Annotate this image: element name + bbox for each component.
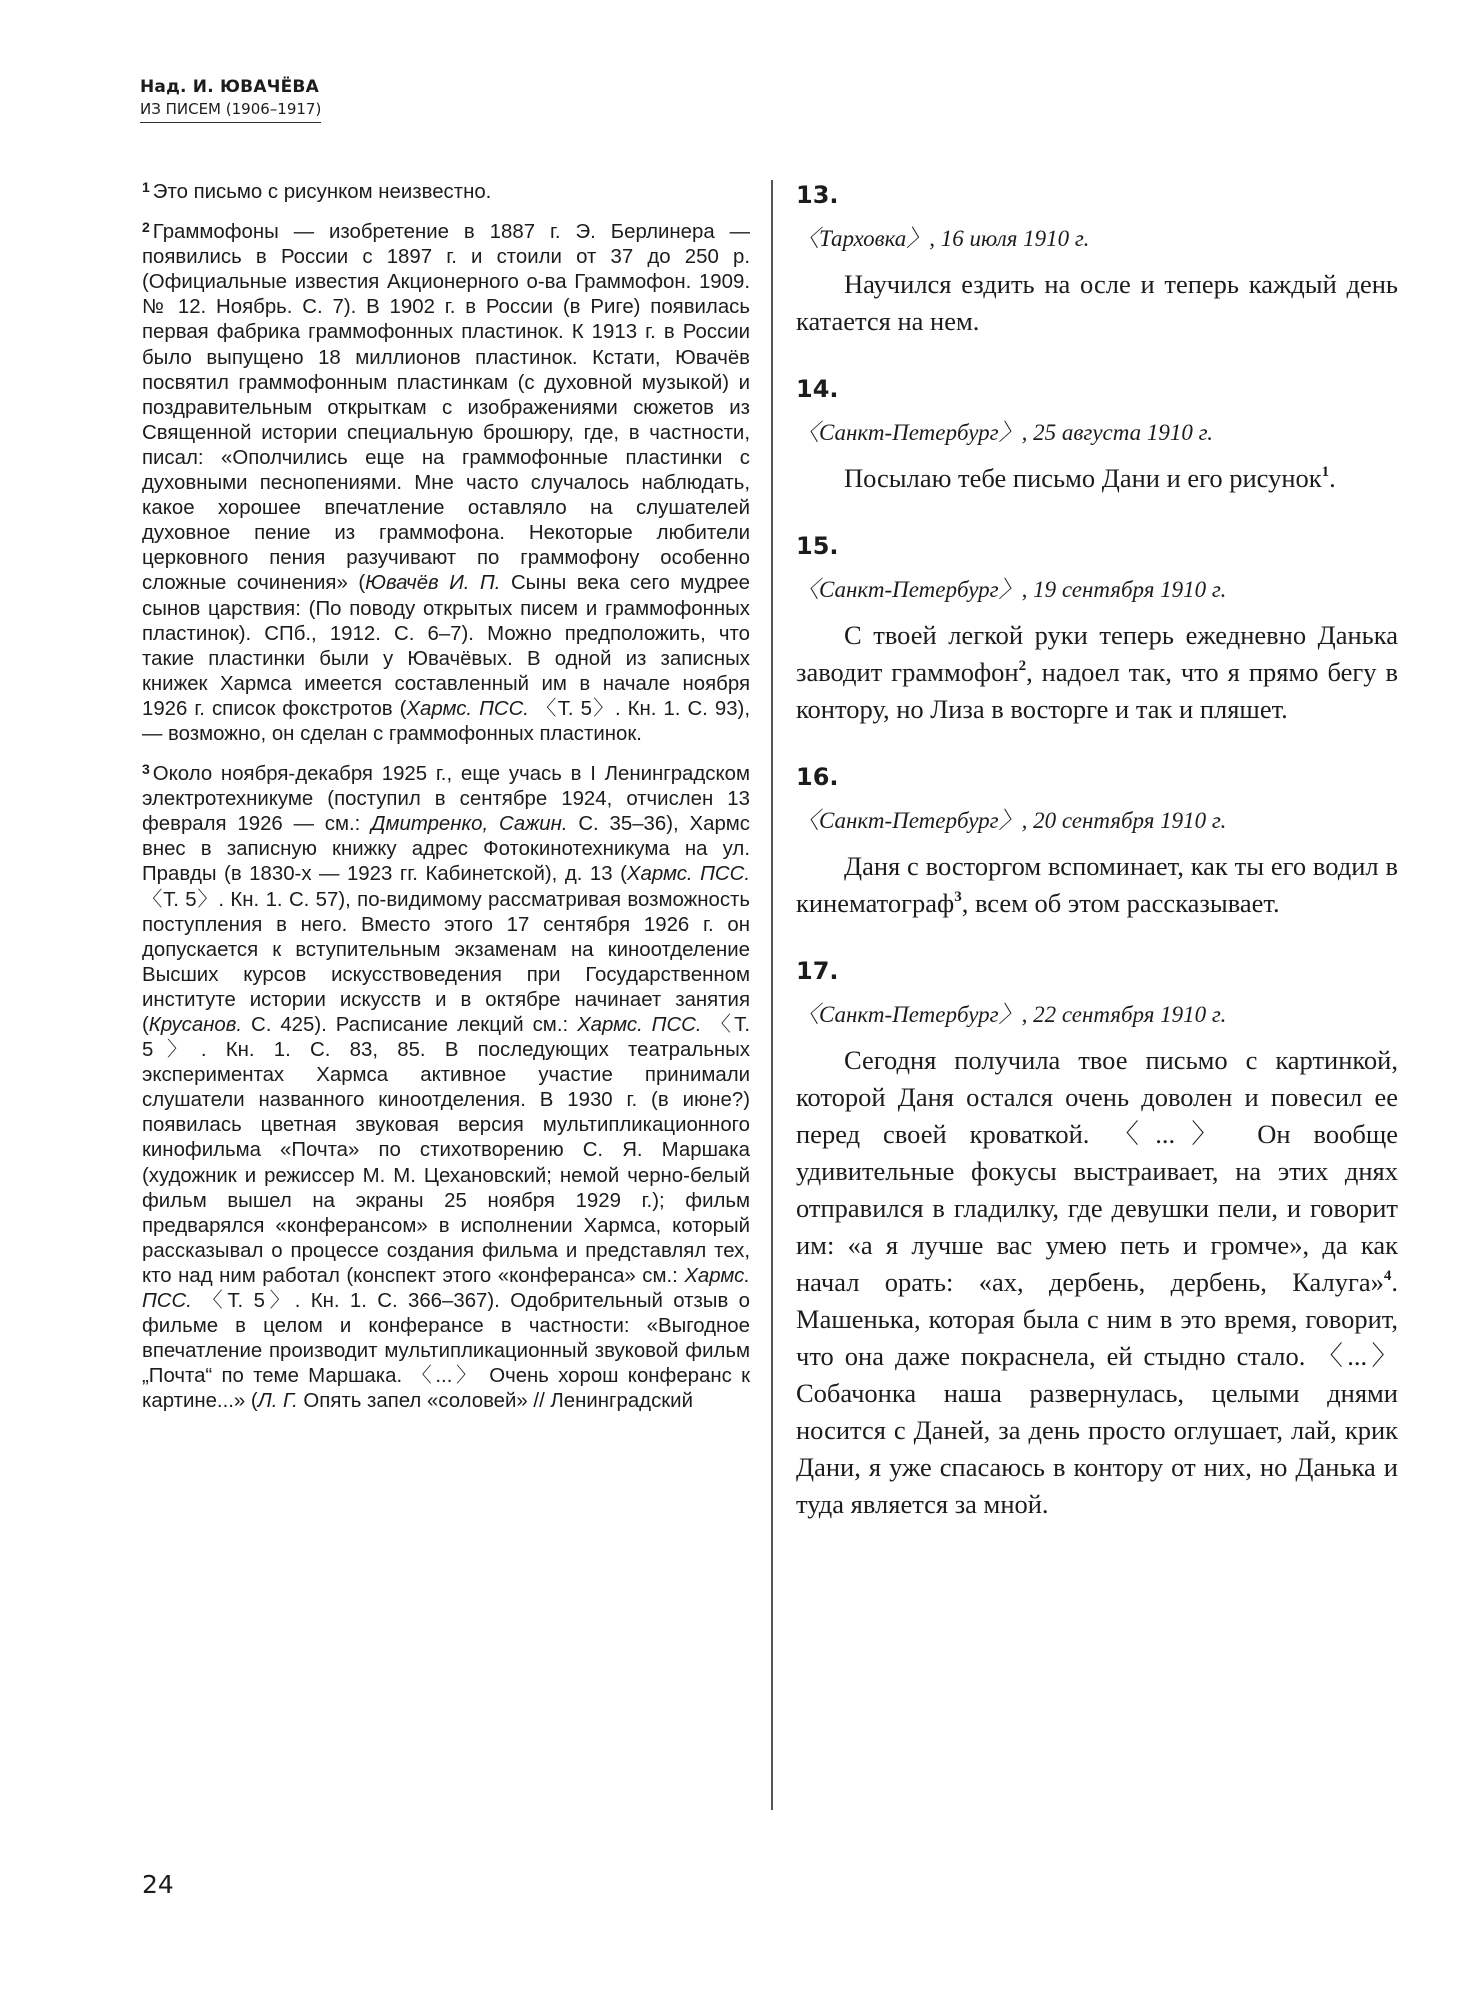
letter-dateline: 〈Тарховка〉, 16 июля 1910 г. bbox=[796, 226, 1090, 251]
footnote-1 bbox=[142, 180, 750, 205]
footnote-number: 2 bbox=[142, 219, 150, 236]
footnote-citation-author: Дмитренко, Сажин. bbox=[371, 813, 568, 836]
letter-text: Даня с восторгом вспоминает, как ты его водил в кинематограф bbox=[796, 851, 1398, 918]
footnote-text: С. 425). Расписание лекций см.: bbox=[242, 1014, 578, 1036]
page-number: 24 bbox=[142, 1870, 174, 1899]
footnote-number: 1 bbox=[142, 179, 150, 195]
footnote-citation-author: Ювачёв И. П. bbox=[365, 572, 501, 595]
letter-body bbox=[796, 848, 1398, 922]
letter-number: 16. bbox=[796, 763, 839, 791]
footnote-citation-author: Хармс. ПСС. bbox=[406, 697, 529, 720]
column-divider bbox=[771, 180, 773, 1810]
footnote-text: 〈Т. 5〉. Кн. 1. С. 83, 85. В последующих театральных экспериментах Хармса активное участие принимали слушатели названного киноотделения. В 1930 г. (в июне?) появилась цветная звуковая версия мультипликационного кинофильма «Почта» по стихотворению С. Я. Маршака (художник и режиссер М. М. Цехановский; немой черно-белый фильм вышел на экраны 25 ноября 1929 г.); фильм предварялся «конферансом» в исполнении Хармса, который рассказывал о процессе создания фильма и представлял тех, кто над ним работал (конспект этого «конферанса» см.: bbox=[142, 1014, 750, 1287]
letter-dateline: 〈Санкт-Петербург〉, 25 августа 1910 г. bbox=[796, 420, 1214, 445]
footnote-text: Граммофоны — изобретение в 1887 г. Э. Берлинера — появились в России с 1897 г. и стоили от 37 до 250 р. (Официальные известия Акционерного о-ва Граммофон. 1909. № 12. Ноябрь. С. 7). В 1902 г. в России (в Риге) появилась первая фабрика граммофонных пластинок. К 1913 г. в России было выпущено 18 миллионов пластинок. Кстати, Ювачёв посвятил граммофонным пластинкам (с духовной музыкой) и поздравительным открыткам с изображениями сюжетов из Священной истории специальную брошюру, где, в частности, писал: «Ополчились еще на граммофонные пластинки с духовными песнопениями. Мне часто случалось наблюдать, какое хорошее впечатление оставляло на слушателей духовное пение из граммофона. Некоторые любители церковного пения разучивают по граммофону особенно сложные сочинения» ( bbox=[142, 221, 750, 595]
letter-text: . Машенька, которая была с ним в это время, говорит, что она даже покраснела, ей стыдно стало. 〈...〉 Собачонка наша развернулась, целыми днями носится с Даней, за день просто оглушает, лай, крик Дани, я уже спасаюсь в контору от них, но Данька и туда является за мной. bbox=[796, 1267, 1398, 1519]
letters-column bbox=[796, 180, 1398, 1557]
footnotes-column bbox=[142, 180, 750, 1415]
letter-body bbox=[796, 266, 1398, 340]
letter-text: , надоел так, что я прямо бегу в контору, но Лиза в восторге и так и пляшет. bbox=[796, 657, 1398, 724]
header-author: Над. И. ЮВАЧЁВА bbox=[140, 77, 319, 97]
letter-14 bbox=[796, 374, 1398, 497]
footnote-text: 〈Т. 5〉. Кн. 1. С. 366–367). Одобрительный отзыв о фильме в целом и конферансе в частности: «Выгодное впечатление производит мультипликационный звуковой фильм „Почта“ по теме Маршака. 〈...〉 Очень хорош конферанс к картине...» ( bbox=[142, 1290, 750, 1413]
letter-number: 14. bbox=[796, 375, 839, 403]
running-header bbox=[140, 76, 321, 123]
letter-text: Посылаю тебе письмо Дани и его рисунок bbox=[844, 463, 1322, 493]
letter-text: С твоей легкой руки теперь ежедневно Данька заводит граммофон bbox=[796, 620, 1398, 687]
header-subtitle: ИЗ ПИСЕМ (1906–1917) bbox=[140, 99, 321, 123]
footnote-text: Сыны века сего мудрее сынов царствия: (По поводу открытых писем и граммофонных пластинок). СПб., 1912. С. 6–7). Можно предположить, что такие пластинки были у Ювачёвых. В одной из записных книжек Хармса имеется составленный им в начале ноября 1926 г. список фокстротов ( bbox=[142, 572, 750, 720]
letter-number: 15. bbox=[796, 532, 839, 560]
footnote-citation-author: Хармс. ПСС. bbox=[142, 1264, 750, 1313]
footnote-citation-author: Хармс. ПСС. bbox=[626, 863, 751, 886]
letter-13 bbox=[796, 180, 1398, 340]
letter-number: 17. bbox=[796, 957, 839, 985]
footnote-citation-author: Л. Г. bbox=[257, 1390, 298, 1413]
footnote-text: 〈Т. 5〉. Кн. 1. С. 93), — возможно, он сделан с граммофонных пластинок. bbox=[142, 697, 750, 745]
footnote-number: 3 bbox=[142, 761, 150, 778]
letter-16 bbox=[796, 762, 1398, 922]
letter-15 bbox=[796, 531, 1398, 728]
footnote-ref: 2 bbox=[1018, 658, 1027, 674]
footnote-3 bbox=[142, 762, 750, 1414]
letter-text: Научился ездить на осле и теперь каждый день катается на нем. bbox=[796, 269, 1398, 336]
letter-text: , всем об этом рассказывает. bbox=[961, 888, 1280, 918]
footnote-ref: 1 bbox=[1321, 464, 1330, 480]
footnote-text: Опять запел «соловей» // Ленинградский bbox=[297, 1390, 693, 1413]
letter-text: Сегодня получила твое письмо с картинкой, которой Даня остался очень доволен и повесил ее перед своей кроваткой. 〈...〉 Он вообще удивительные фокусы выстраивает, на этих днях отправился в гладилку, где девушки пели, и говорит им: «а я лучше вас умею петь и громче», да как начал орать: «ах, дербень, дербень, Калуга» bbox=[796, 1045, 1398, 1297]
footnote-text: Около ноября-декабря 1925 г., еще учась в I Ленинградском электротехникуме (поступил в сентябре 1924, отчислен 13 февраля 1926 — см.: bbox=[142, 763, 750, 836]
footnote-ref: 3 bbox=[954, 889, 962, 905]
footnote-citation-author: Хармс. ПСС. bbox=[577, 1014, 702, 1036]
footnote-2 bbox=[142, 220, 750, 747]
letter-text: . bbox=[1329, 463, 1336, 493]
letter-dateline: 〈Санкт-Петербург〉, 20 сентября 1910 г. bbox=[796, 808, 1227, 833]
footnote-ref: 4 bbox=[1383, 1268, 1392, 1284]
letter-17 bbox=[796, 956, 1398, 1523]
letter-body bbox=[796, 617, 1398, 728]
footnote-citation-author: Крусанов. bbox=[148, 1014, 243, 1036]
footnote-text: Это письмо с рисунком неизвестно. bbox=[152, 181, 492, 203]
footnote-text: 〈Т. 5〉. Кн. 1. С. 57), по-видимому рассматривая возможность поступления в него. Вместо этого 17 сентября 1926 г. он допускается к вступительным экзаменам на киноотделение Высших курсов искусствоведения при Государственном институте истории искусств и в октябре начинает занятия ( bbox=[142, 888, 750, 1036]
letter-body bbox=[796, 460, 1398, 497]
footnote-text: С. 35–36), Хармс внес в записную книжку адрес Фотокинотехникума на ул. Правды (в 1830-х — 1923 гг. Кабинетской), д. 13 ( bbox=[142, 813, 751, 886]
letter-dateline: 〈Санкт-Петербург〉, 22 сентября 1910 г. bbox=[796, 1002, 1227, 1027]
letter-number: 13. bbox=[796, 181, 839, 209]
letter-dateline: 〈Санкт-Петербург〉, 19 сентября 1910 г. bbox=[796, 577, 1227, 602]
letter-body bbox=[796, 1042, 1398, 1523]
